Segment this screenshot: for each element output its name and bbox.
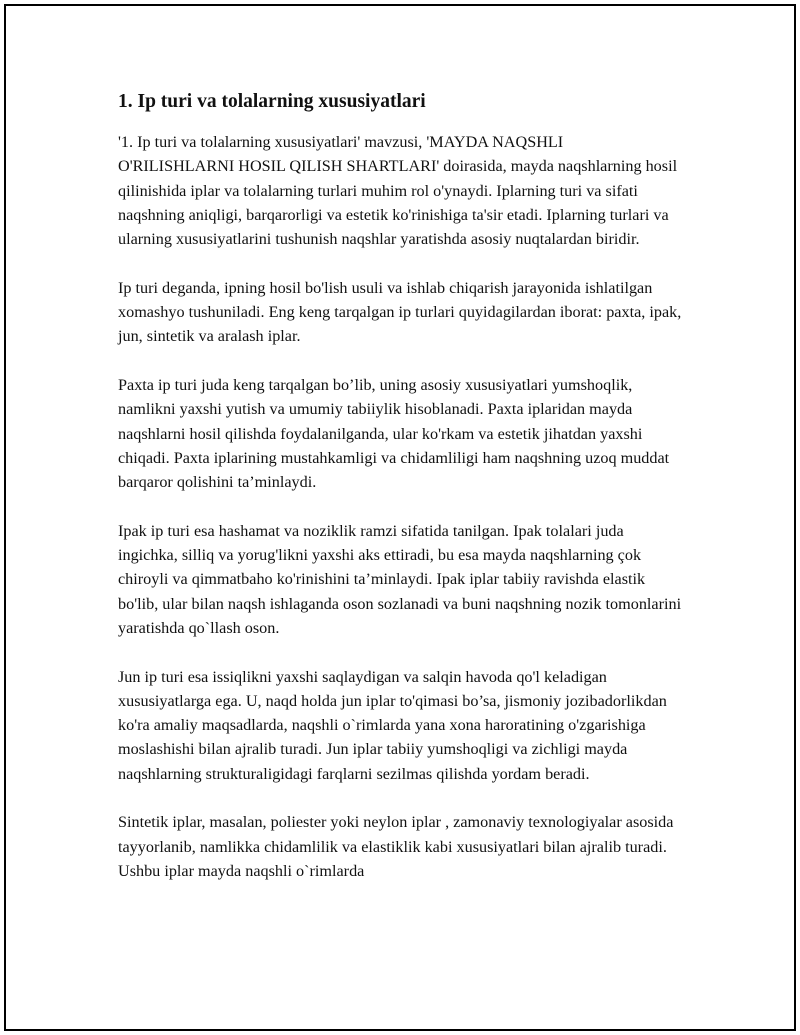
paragraph-synthetic: Sintetik iplar, masalan, poliester yoki neylon iplar , zamonaviy texnologiyalar asosida tayyorlanib, namlikka chidamlilik va elastiklik kabi xususiyatlari bilan ajralib turadi. Ushbu iplar mayda naqshli o`rimlarda [118, 813, 674, 880]
document-body [118, 90, 683, 908]
paragraph-silk: Ipak ip turi esa hashamat va noziklik ramzi sifatida tanilgan. Ipak tolalari juda ingichka, silliq va yorug'likni yaxshi aks ettiradi, bu esa mayda naqshlarning çok chiroyli va qimmatbaho ko'rinishini ta’minlaydi. Ipak iplar tabiiy ravishda elastik bo'lib, ular bilan naqsh ishlaganda oson sozlanadi va buni naqshning nozik tomonlarini yaratishda qo`llash oson. [118, 521, 682, 637]
paragraph-yarn-type: Ip turi deganda, ipning hosil bo'lish usuli va ishlab chiqarish jarayonida ishlatilgan xomashyo tushuniladi. Eng keng tarqalgan ip turlari quyidagilardan iborat: paxta, ipak, jun, sintetik va aralash iplar. [118, 278, 682, 346]
paragraph-wool: Jun ip turi esa issiqlikni yaxshi saqlaydigan va salqin havoda qo'l keladigan xususiyatlarga ega. U, naqd holda jun iplar to'qimasi bo’sa, jismoniy jozibadorlikdan ko'ra amaliy maqsadlarda, naqshli o`rimlarda yana xona haroratining o'zgarishiga moslashishi bilan ajralib turadi. Jun iplar tabiiy yumshoqligi va zichligi mayda naqshlarning strukturaligidagi farqlarni sezilmas qilishda yordam beradi. [118, 667, 667, 783]
paragraph-intro: '1. Ip turi va tolalarning xususiyatlari' mavzusi, 'MAYDA NAQSHLI O'RILISHLARNI HOSIL QILISH SHARTLARI' doirasida, mayda naqshlarning hosil qilinishida iplar va tolalarning turlari muhim rol o'ynaydi. Iplarning turi va sifati naqshning aniqligi, barqarorligi va estetik ko'rinishiga ta'sir etadi. Iplarning turlari va ularning xususiyatlarini tushunish naqshlar yaratishda asosiy nuqtalardan biridir. [118, 133, 678, 249]
section-heading: 1. Ip turi va tolalarning xususiyatlari [118, 91, 426, 112]
paragraph-cotton: Paxta ip turi juda keng tarqalgan bo’lib, uning asosiy xususiyatlari yumshoqlik, namlikni yaxshi yutish va umumiy tabiiylik hisoblanadi. Paxta iplaridan mayda naqshlarni hosil qilishda foydalanilganda, ular ko'rkam va estetik jihatdan yaxshi chiqadi. Paxta iplarining mustahkamligi va chidamliligi ham naqshning uzoq muddat barqaror qolishini ta’minlaydi. [118, 375, 670, 492]
